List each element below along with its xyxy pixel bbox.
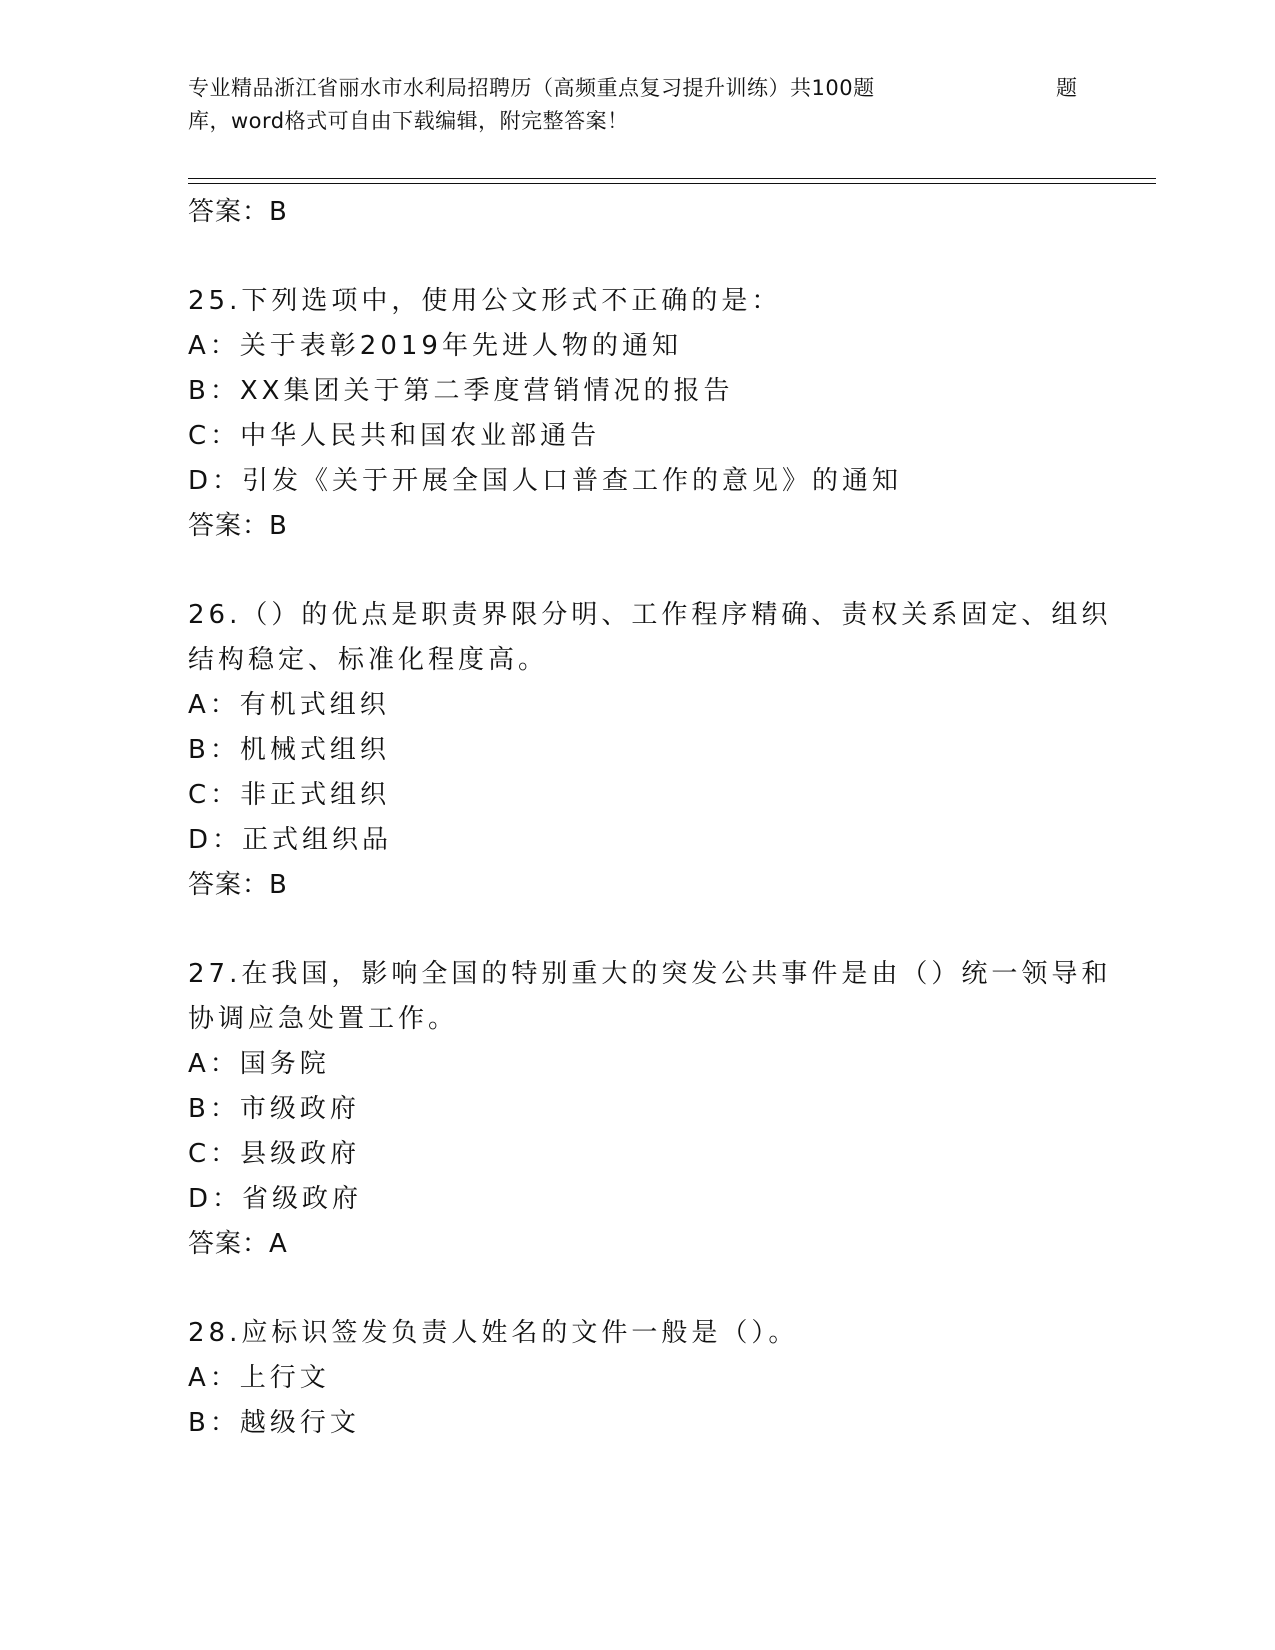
spacer	[188, 1267, 1088, 1311]
question-text: 25.下列选项中，使用公文形式不正确的是：	[188, 286, 782, 316]
question-block-27	[188, 952, 1112, 1267]
question-block-25	[188, 279, 1088, 549]
option-d: D：引发《关于开展全国人口普查工作的意见》的通知	[188, 466, 903, 496]
answer-line: 答案：B	[188, 197, 288, 227]
option-c: C：非正式组织	[188, 780, 391, 810]
page-header	[188, 72, 1088, 138]
option-b: B：越级行文	[188, 1408, 360, 1438]
question-text-line-1: 26.（）的优点是职责界限分明、工作程序精确、责权关系固定、组织	[188, 600, 1112, 630]
header-title-tail: 题	[1056, 76, 1078, 100]
option-b: B：市级政府	[188, 1094, 360, 1124]
question-text-line-1: 27.在我国，影响全国的特别重大的突发公共事件是由（）统一领导和	[188, 959, 1112, 989]
option-b: B：XX集团关于第二季度营销情况的报告	[188, 376, 734, 406]
spacer	[188, 908, 1088, 952]
option-c: C：中华人民共和国农业部通告	[188, 421, 601, 451]
option-a: A：有机式组织	[188, 690, 390, 720]
answer-line: 答案：B	[188, 870, 288, 900]
question-text-line-2: 结构稳定、标准化程度高。	[188, 645, 549, 675]
header-title-line-1: 专业精品浙江省丽水市水利局招聘历（高频重点复习提升训练）共100题	[188, 76, 875, 100]
option-b: B：机械式组织	[188, 735, 390, 765]
document-body	[188, 190, 1112, 1446]
option-d: D：正式组织品	[188, 825, 393, 855]
header-divider-bottom	[188, 183, 1156, 184]
question-text-line-2: 协调应急处置工作。	[188, 1004, 459, 1034]
option-c: C：县级政府	[188, 1139, 361, 1169]
question-block-26	[188, 593, 1112, 908]
header-title-line-2: 库，word格式可自由下载编辑，附完整答案！	[188, 109, 629, 133]
option-a: A：国务院	[188, 1049, 330, 1079]
option-a: A：关于表彰2019年先进人物的通知	[188, 331, 682, 361]
spacer	[188, 549, 1088, 593]
question-text: 28.应标识签发负责人姓名的文件一般是（）。	[188, 1318, 799, 1348]
answer-line: 答案：A	[188, 1229, 288, 1259]
option-a: A：上行文	[188, 1363, 330, 1393]
spacer	[188, 235, 1088, 279]
answer-line: 答案：B	[188, 511, 288, 541]
header-divider-top	[188, 178, 1156, 179]
question-block-28	[188, 1311, 1088, 1446]
option-d: D：省级政府	[188, 1184, 363, 1214]
